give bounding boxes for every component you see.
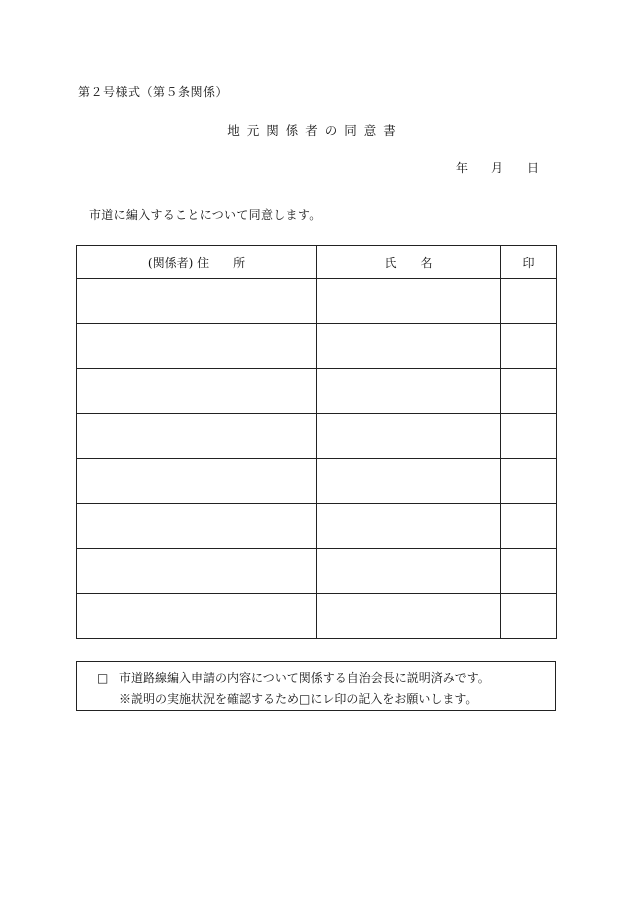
table-row	[77, 324, 557, 369]
date-year-label: 年	[456, 161, 469, 175]
seal-cell[interactable]	[501, 369, 557, 414]
signers-table	[76, 245, 557, 639]
note-line-explained	[97, 669, 490, 686]
address-cell[interactable]	[77, 369, 317, 414]
seal-cell[interactable]	[501, 504, 557, 549]
name-cell[interactable]	[317, 504, 501, 549]
table-row	[77, 594, 557, 639]
seal-cell[interactable]	[501, 549, 557, 594]
seal-cell[interactable]	[501, 279, 557, 324]
table-row	[77, 459, 557, 504]
table-row	[77, 504, 557, 549]
seal-cell[interactable]	[501, 414, 557, 459]
name-cell[interactable]	[317, 414, 501, 459]
name-cell[interactable]	[317, 594, 501, 639]
address-cell[interactable]	[77, 279, 317, 324]
date-day-label: 日	[527, 161, 540, 175]
table-row	[77, 549, 557, 594]
name-cell[interactable]	[317, 279, 501, 324]
table-row	[77, 369, 557, 414]
table-row	[77, 279, 557, 324]
name-cell[interactable]	[317, 549, 501, 594]
date-month-label: 月	[491, 161, 504, 175]
note-explained-text: 市道路線編入申請の内容について関係する自治会長に説明済みです。	[119, 671, 490, 685]
name-cell[interactable]	[317, 459, 501, 504]
explanation-note-box	[76, 661, 556, 711]
seal-cell[interactable]	[501, 459, 557, 504]
name-cell[interactable]	[317, 369, 501, 414]
address-cell[interactable]	[77, 459, 317, 504]
table-row	[77, 414, 557, 459]
consent-statement: 市道に編入することについて同意します。	[89, 208, 322, 222]
address-cell[interactable]	[77, 504, 317, 549]
header-address: (関係者) 住 所	[77, 246, 317, 279]
name-cell[interactable]	[317, 324, 501, 369]
form-number: 第２号様式（第５条関係）	[78, 85, 229, 99]
explained-checkbox[interactable]: □	[97, 671, 109, 685]
seal-cell[interactable]	[501, 594, 557, 639]
address-cell[interactable]	[77, 324, 317, 369]
address-cell[interactable]	[77, 549, 317, 594]
document-title: 地元関係者の同意書	[227, 123, 403, 138]
header-seal: 印	[501, 246, 557, 279]
note-instruction-text: ※説明の実施状況を確認するため□にレ印の記入をお願いします。	[119, 692, 478, 706]
table-header-row	[77, 246, 557, 279]
seal-cell[interactable]	[501, 324, 557, 369]
address-cell[interactable]	[77, 594, 317, 639]
address-cell[interactable]	[77, 414, 317, 459]
header-name: 氏 名	[317, 246, 501, 279]
